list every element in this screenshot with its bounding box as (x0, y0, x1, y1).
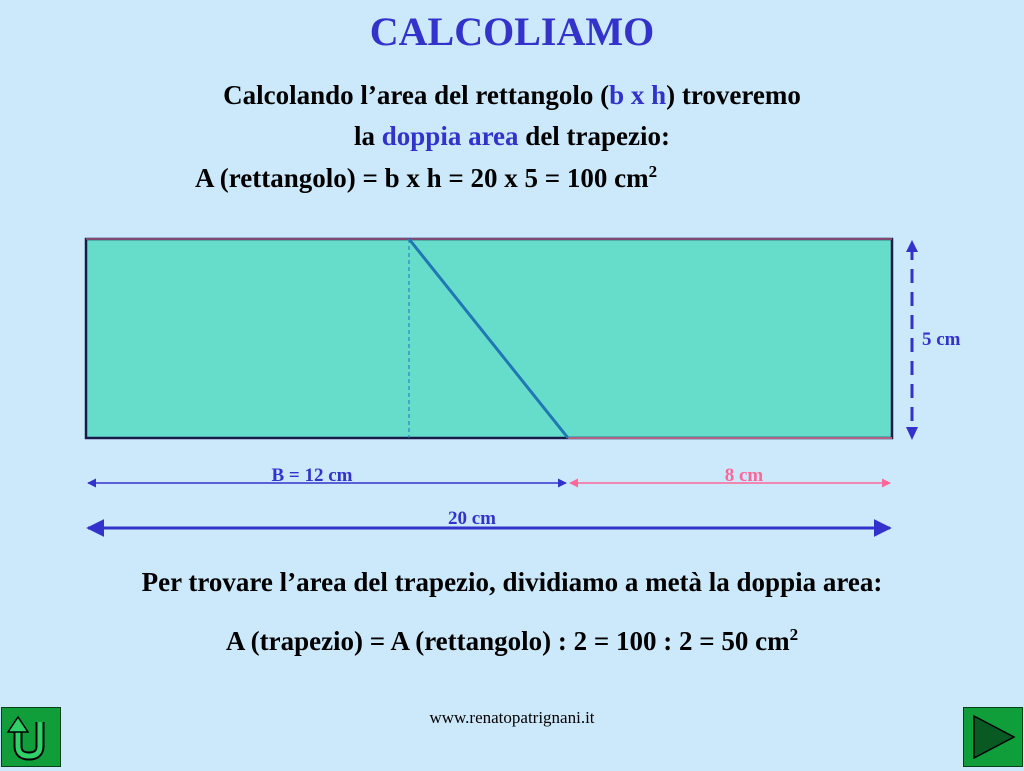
height-arrow-up (906, 240, 918, 252)
u-turn-back-icon (2, 708, 60, 766)
next-button[interactable] (963, 707, 1023, 767)
total-label: 20 cm (447, 508, 497, 529)
formula-text: A (rettangolo) = b x h = 20 x 5 = 100 cm (195, 163, 649, 193)
intro-text: la (354, 121, 382, 151)
height-label: 5 cm (922, 329, 961, 350)
formula-exponent: 2 (789, 625, 799, 644)
back-button[interactable] (1, 707, 61, 767)
formula-text: A (trapezio) = A (rettangolo) : 2 = 100 : 2 = 50 cm (225, 626, 790, 656)
remaining-label: 8 cm (724, 465, 764, 486)
intro-highlight-doppia-area: doppia area (381, 121, 519, 151)
base-label: B = 12 cm (271, 465, 353, 486)
page-title: CALCOLIAMO (369, 9, 655, 54)
formula-exponent: 2 (648, 162, 658, 181)
footer-url: www.renatopatrignani.it (429, 708, 595, 727)
height-arrow-down (906, 427, 918, 440)
intro-text: ) troveremo (666, 80, 801, 110)
intro-text: del trapezio: (518, 121, 670, 151)
conclusion-text: Per trovare l’area del trapezio, dividiamo a metà la doppia area: (141, 567, 883, 597)
intro-text: Calcolando l’area del rettangolo ( (223, 80, 610, 110)
trapezoid-area-formula (0, 626, 1024, 657)
play-next-icon (964, 708, 1022, 766)
intro-highlight-bxh: b x h (609, 80, 667, 110)
